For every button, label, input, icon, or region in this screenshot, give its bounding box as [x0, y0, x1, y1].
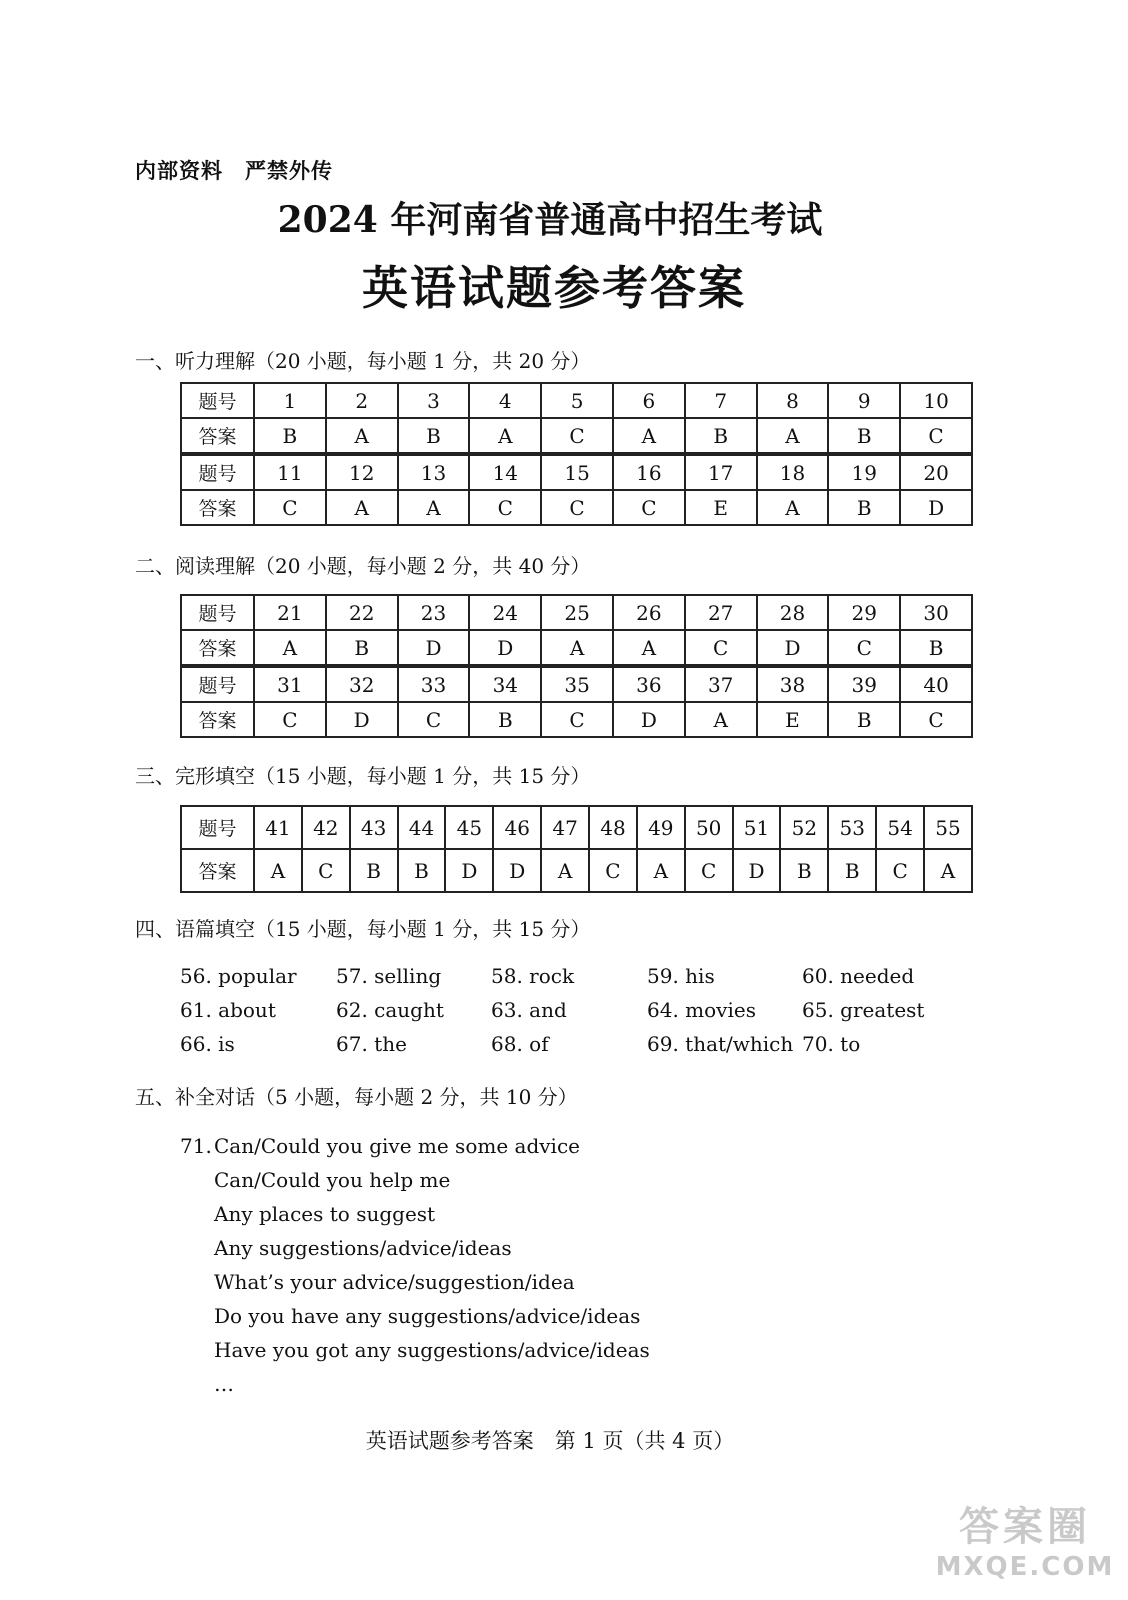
answer-cell: A — [685, 702, 757, 737]
answer-cell: C — [541, 418, 613, 454]
answer-cell: D — [757, 630, 829, 666]
question-number-cell: 29 — [828, 595, 900, 630]
question-number-cell: 33 — [398, 666, 470, 702]
answer-cell: B — [685, 418, 757, 454]
answer-cell: A — [924, 849, 972, 892]
question-number-cell: 16 — [613, 454, 685, 490]
question-number-cell: 45 — [445, 806, 493, 849]
fill-answer-item: 61. about — [180, 998, 276, 1022]
fill-answer-item: 62. caught — [336, 998, 444, 1022]
answer-cell: B — [828, 490, 900, 525]
confidential-notice: 内部资料 严禁外传 — [135, 159, 333, 183]
question-number-cell: 27 — [685, 595, 757, 630]
answer-cell: B — [828, 849, 876, 892]
row-label-answer: 答案 — [181, 490, 254, 525]
answer-cell: B — [350, 849, 398, 892]
answer-cell: A — [254, 849, 302, 892]
question-number-cell: 8 — [757, 383, 829, 418]
answer-cell: C — [828, 630, 900, 666]
section-3-heading: 三、完形填空（15 小题，每小题 1 分，共 15 分） — [135, 764, 591, 788]
answer-cell: C — [254, 702, 326, 737]
page-footer: 英语试题参考答案 第 1 页（共 4 页） — [365, 1429, 735, 1453]
question-number-cell: 18 — [757, 454, 829, 490]
question-number-cell: 43 — [350, 806, 398, 849]
answer-cell: B — [780, 849, 828, 892]
answer-key-title: 英语试题参考答案 — [362, 261, 746, 315]
fill-answer-item: 60. needed — [802, 964, 915, 988]
answer-cell: B — [828, 702, 900, 737]
question-number-cell: 42 — [302, 806, 350, 849]
question-number-cell: 21 — [254, 595, 326, 630]
dialogue-answer-line: Any places to suggest — [214, 1202, 436, 1226]
answer-cell: C — [685, 630, 757, 666]
answer-cell: C — [541, 490, 613, 525]
answer-cell: A — [541, 630, 613, 666]
watermark-text-top: 答案圈 — [959, 1504, 1091, 1550]
question-number-cell: 26 — [613, 595, 685, 630]
question-number-cell: 47 — [541, 806, 589, 849]
question-number-cell: 54 — [876, 806, 924, 849]
answer-cell: E — [685, 490, 757, 525]
answer-cell: A — [757, 418, 829, 454]
question-number-cell: 23 — [398, 595, 470, 630]
question-number-cell: 49 — [637, 806, 685, 849]
answer-cell: B — [828, 418, 900, 454]
question-number-cell: 22 — [326, 595, 398, 630]
cloze-answer-table — [180, 805, 973, 893]
question-number-cell: 36 — [613, 666, 685, 702]
question-number-cell: 2 — [326, 383, 398, 418]
answer-cell: D — [469, 630, 541, 666]
answer-cell: D — [398, 630, 470, 666]
answer-cell: C — [398, 702, 470, 737]
question-number-cell: 55 — [924, 806, 972, 849]
fill-answer-item: 59. his — [647, 964, 715, 988]
question-number-cell: 7 — [685, 383, 757, 418]
dialogue-number: 71. — [180, 1134, 212, 1158]
fill-answer-item: 63. and — [491, 998, 567, 1022]
question-number-cell: 51 — [733, 806, 781, 849]
fill-answer-item: 66. is — [180, 1032, 235, 1056]
answer-cell: D — [493, 849, 541, 892]
fill-answer-item: 67. the — [336, 1032, 407, 1056]
watermark-text-bottom: MXQE.COM — [935, 1552, 1115, 1582]
dialogue-answer-line: … — [214, 1372, 234, 1396]
fill-answer-item: 56. popular — [180, 964, 297, 988]
row-label-answer: 答案 — [181, 702, 254, 737]
question-number-cell: 20 — [900, 454, 972, 490]
row-label-question: 题号 — [181, 806, 254, 849]
question-number-cell: 15 — [541, 454, 613, 490]
answer-cell: C — [685, 849, 733, 892]
answer-cell: B — [398, 418, 470, 454]
question-number-cell: 12 — [326, 454, 398, 490]
answer-cell: B — [469, 702, 541, 737]
answer-cell: C — [254, 490, 326, 525]
question-number-cell: 25 — [541, 595, 613, 630]
answer-cell: D — [445, 849, 493, 892]
answer-cell: C — [613, 490, 685, 525]
question-number-cell: 37 — [685, 666, 757, 702]
answer-cell: E — [757, 702, 829, 737]
section-4-heading: 四、语篇填空（15 小题，每小题 1 分，共 15 分） — [135, 917, 591, 941]
question-number-cell: 40 — [900, 666, 972, 702]
answer-cell: C — [589, 849, 637, 892]
question-number-cell: 24 — [469, 595, 541, 630]
question-number-cell: 50 — [685, 806, 733, 849]
fill-answer-item: 69. that/which — [647, 1032, 794, 1056]
dialogue-answer-line: What’s your advice/suggestion/idea — [214, 1270, 575, 1294]
row-label-answer: 答案 — [181, 630, 254, 666]
fill-answer-item: 57. selling — [336, 964, 442, 988]
answer-cell: D — [900, 490, 972, 525]
row-label-answer: 答案 — [181, 418, 254, 454]
dialogue-answer-line: Have you got any suggestions/advice/ideas — [214, 1338, 650, 1362]
question-number-cell: 48 — [589, 806, 637, 849]
answer-cell: A — [398, 490, 470, 525]
answer-cell: A — [541, 849, 589, 892]
answer-cell: B — [254, 418, 326, 454]
answer-cell: D — [326, 702, 398, 737]
fill-answer-item: 70. to — [802, 1032, 861, 1056]
answer-cell: A — [326, 490, 398, 525]
question-number-cell: 46 — [493, 806, 541, 849]
question-number-cell: 5 — [541, 383, 613, 418]
dialogue-answer-line: Can/Could you help me — [214, 1168, 451, 1192]
question-number-cell: 19 — [828, 454, 900, 490]
question-number-cell: 44 — [398, 806, 446, 849]
row-label-question: 题号 — [181, 666, 254, 702]
fill-answer-item: 65. greatest — [802, 998, 925, 1022]
answer-cell: C — [900, 418, 972, 454]
answer-cell: A — [613, 418, 685, 454]
question-number-cell: 31 — [254, 666, 326, 702]
section-5-heading: 五、补全对话（5 小题，每小题 2 分，共 10 分） — [135, 1085, 578, 1109]
answer-cell: B — [326, 630, 398, 666]
watermark-logo — [935, 1495, 1115, 1590]
answer-cell: A — [637, 849, 685, 892]
answer-cell: C — [876, 849, 924, 892]
answer-cell: C — [302, 849, 350, 892]
answer-cell: C — [469, 490, 541, 525]
question-number-cell: 52 — [780, 806, 828, 849]
listening-answer-table — [180, 382, 973, 526]
fill-answer-item: 58. rock — [491, 964, 575, 988]
dialogue-answer-line: Any suggestions/advice/ideas — [214, 1236, 512, 1260]
question-number-cell: 53 — [828, 806, 876, 849]
answer-cell: D — [733, 849, 781, 892]
question-number-cell: 10 — [900, 383, 972, 418]
question-number-cell: 32 — [326, 666, 398, 702]
row-label-answer: 答案 — [181, 849, 254, 892]
question-number-cell: 3 — [398, 383, 470, 418]
answer-cell: A — [469, 418, 541, 454]
answer-cell: A — [613, 630, 685, 666]
exam-title: 2024 年河南省普通高中招生考试 — [277, 199, 823, 241]
question-number-cell: 34 — [469, 666, 541, 702]
row-label-question: 题号 — [181, 595, 254, 630]
fill-answer-item: 64. movies — [647, 998, 756, 1022]
question-number-cell: 13 — [398, 454, 470, 490]
answer-cell: A — [326, 418, 398, 454]
answer-cell: A — [757, 490, 829, 525]
fill-answer-item: 68. of — [491, 1032, 549, 1056]
answer-cell: B — [900, 630, 972, 666]
answer-cell: A — [254, 630, 326, 666]
reading-answer-table — [180, 594, 973, 738]
question-number-cell: 38 — [757, 666, 829, 702]
question-number-cell: 17 — [685, 454, 757, 490]
question-number-cell: 39 — [828, 666, 900, 702]
question-number-cell: 4 — [469, 383, 541, 418]
question-number-cell: 14 — [469, 454, 541, 490]
answer-cell: C — [541, 702, 613, 737]
section-2-heading: 二、阅读理解（20 小题，每小题 2 分，共 40 分） — [135, 554, 591, 578]
question-number-cell: 9 — [828, 383, 900, 418]
answer-cell: B — [398, 849, 446, 892]
question-number-cell: 1 — [254, 383, 326, 418]
row-label-question: 题号 — [181, 383, 254, 418]
answer-cell: D — [613, 702, 685, 737]
section-1-heading: 一、听力理解（20 小题，每小题 1 分，共 20 分） — [135, 349, 591, 373]
answer-cell: C — [900, 702, 972, 737]
question-number-cell: 41 — [254, 806, 302, 849]
question-number-cell: 11 — [254, 454, 326, 490]
question-number-cell: 28 — [757, 595, 829, 630]
question-number-cell: 6 — [613, 383, 685, 418]
dialogue-answer-line: Can/Could you give me some advice — [214, 1134, 580, 1158]
question-number-cell: 35 — [541, 666, 613, 702]
dialogue-answer-line: Do you have any suggestions/advice/ideas — [214, 1304, 641, 1328]
question-number-cell: 30 — [900, 595, 972, 630]
row-label-question: 题号 — [181, 454, 254, 490]
